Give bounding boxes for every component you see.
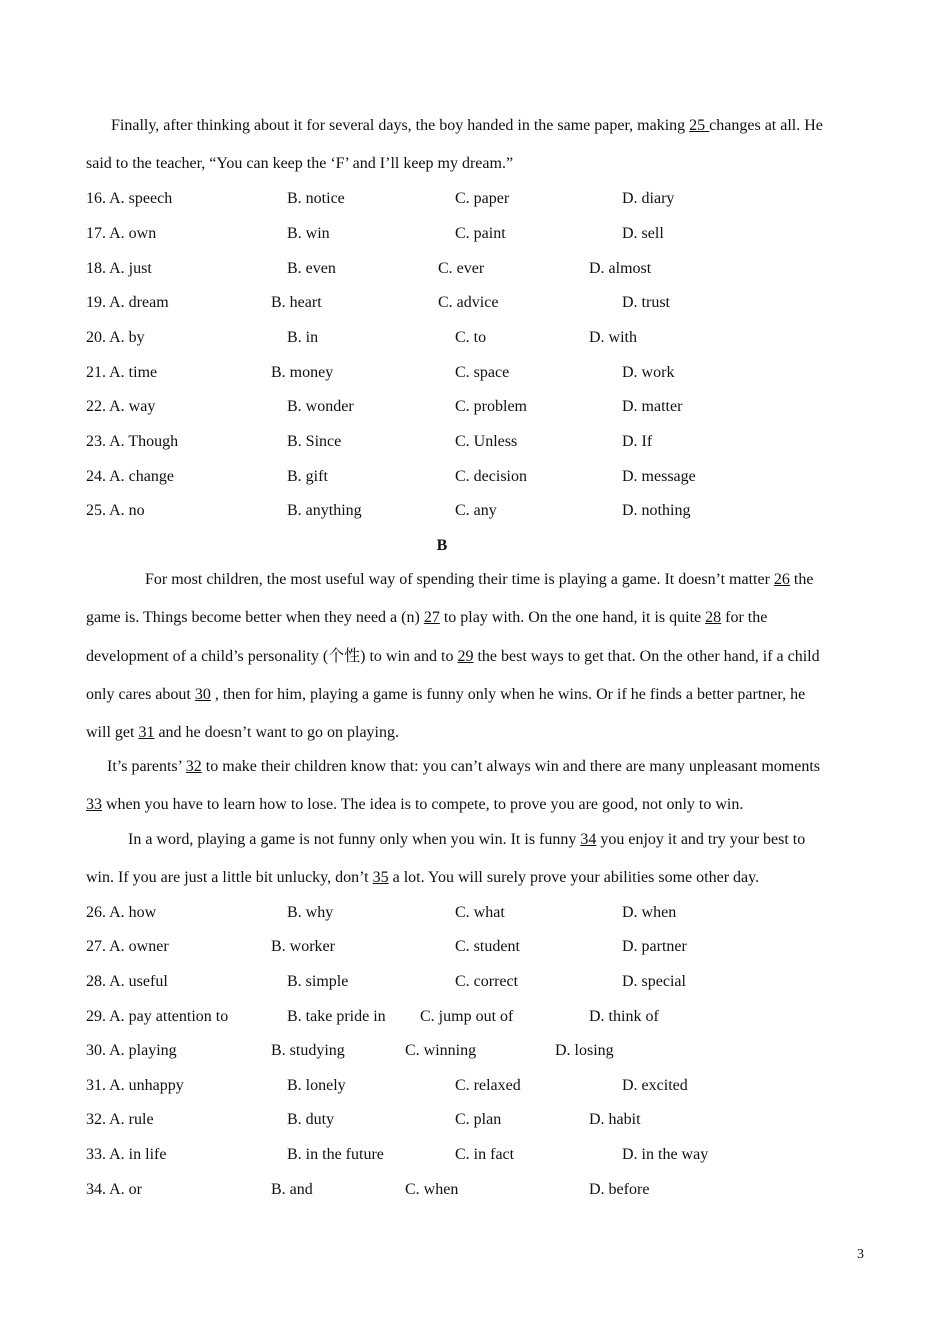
option-b: B. gift xyxy=(287,468,328,485)
option-d: D. trust xyxy=(622,294,670,311)
passage-line xyxy=(86,723,399,743)
option-d: D. before xyxy=(589,1181,650,1198)
question-30: 30. A. playing xyxy=(86,1042,177,1059)
blank-26: 26 xyxy=(773,571,790,588)
option-b: B. notice xyxy=(287,190,345,207)
blank-31: 31 xyxy=(138,724,155,741)
option-b: B. even xyxy=(287,260,336,277)
passage-text: for the xyxy=(721,609,768,626)
option-b: B. lonely xyxy=(287,1077,346,1094)
option-b: B. wonder xyxy=(287,398,354,415)
blank-30: 30 xyxy=(194,686,211,703)
option-d: D. excited xyxy=(622,1077,688,1094)
passage-line xyxy=(107,757,820,777)
option-d: D. habit xyxy=(589,1111,641,1128)
question-17: 17. A. own xyxy=(86,225,157,242)
option-b: B. money xyxy=(271,364,334,381)
section-heading: B xyxy=(436,537,448,554)
page-number: 3 xyxy=(857,1247,864,1262)
passage-line xyxy=(86,685,805,705)
passage-text: to make their children know that: you can’t always win and there are many unpleasant moments xyxy=(201,758,820,775)
blank-32: 32 xyxy=(185,758,202,775)
blank-27: 27 xyxy=(423,609,440,626)
passage-text: only cares about xyxy=(86,686,195,703)
passage-line xyxy=(86,868,759,888)
question-28: 28. A. useful xyxy=(86,973,168,990)
blank-28: 28 xyxy=(705,609,722,626)
option-b: B. duty xyxy=(287,1111,335,1128)
option-b: B. anything xyxy=(287,502,362,519)
blank-35: 35 xyxy=(372,869,389,886)
question-24: 24. A. change xyxy=(86,468,174,485)
option-c: C. winning xyxy=(405,1042,477,1059)
question-22: 22. A. way xyxy=(86,398,156,415)
question-16: 16. A. speech xyxy=(86,190,173,207)
option-d: D. with xyxy=(589,329,637,346)
option-c: C. ever xyxy=(438,260,485,277)
passage-text: It’s parents’ xyxy=(107,758,186,775)
option-c: C. decision xyxy=(455,468,527,485)
passage-text: win. If you are just a little bit unlucky, don’t xyxy=(86,869,373,886)
option-d: D. If xyxy=(622,433,653,450)
option-c: C. advice xyxy=(438,294,499,311)
blank-29: 29 xyxy=(457,648,474,665)
option-d: D. in the way xyxy=(622,1146,709,1163)
passage-text: In a word, playing a game is not funny only when you win. It is funny xyxy=(128,831,581,848)
option-d: D. message xyxy=(622,468,696,485)
option-b: B. win xyxy=(287,225,330,242)
option-b: B. and xyxy=(271,1181,313,1198)
question-31: 31. A. unhappy xyxy=(86,1077,184,1094)
passage-text: the best ways to get that. On the other hand, if a child xyxy=(473,648,820,665)
intro-line-2: said to the teacher, “You can keep the ‘F’ and I’ll keep my dream.” xyxy=(86,155,514,172)
passage-line xyxy=(86,608,767,628)
option-b: B. worker xyxy=(271,938,335,955)
passage-text: to play with. On the one hand, it is quite xyxy=(439,609,706,626)
option-c: C. student xyxy=(455,938,520,955)
question-25: 25. A. no xyxy=(86,502,145,519)
option-d: D. diary xyxy=(622,190,675,207)
option-c: C. Unless xyxy=(455,433,518,450)
question-29: 29. A. pay attention to xyxy=(86,1008,229,1025)
option-c: C. when xyxy=(405,1181,459,1198)
option-b: B. studying xyxy=(271,1042,345,1059)
question-23: 23. A. Though xyxy=(86,433,179,450)
intro-text: changes at all. He xyxy=(709,117,823,134)
passage-line xyxy=(145,570,813,590)
option-b: B. Since xyxy=(287,433,342,450)
passage-text: the xyxy=(789,571,814,588)
option-d: D. nothing xyxy=(622,502,691,519)
option-b: B. in xyxy=(287,329,319,346)
passage-text: will get xyxy=(86,724,139,741)
question-32: 32. A. rule xyxy=(86,1111,154,1128)
option-d: D. partner xyxy=(622,938,687,955)
option-d: D. when xyxy=(622,904,677,921)
question-26: 26. A. how xyxy=(86,904,157,921)
question-27: 27. A. owner xyxy=(86,938,169,955)
passage-text: game is. Things become better when they need a (n) xyxy=(86,609,424,626)
option-c: C. to xyxy=(455,329,487,346)
option-c: C. space xyxy=(455,364,510,381)
question-18: 18. A. just xyxy=(86,260,152,277)
option-c: C. jump out of xyxy=(420,1008,514,1025)
blank-33: 33 xyxy=(86,796,102,813)
passage-text: a lot. You will surely prove your abilities some other day. xyxy=(388,869,760,886)
option-d: D. special xyxy=(622,973,686,990)
passage-text: development of a child’s personality (个性) to win and to xyxy=(86,648,458,665)
option-c: C. any xyxy=(455,502,497,519)
question-20: 20. A. by xyxy=(86,329,145,346)
option-c: C. correct xyxy=(455,973,519,990)
passage-line xyxy=(86,647,820,667)
option-d: D. losing xyxy=(555,1042,614,1059)
option-c: C. plan xyxy=(455,1111,502,1128)
option-c: C. paint xyxy=(455,225,506,242)
option-b: B. why xyxy=(287,904,334,921)
intro-text: Finally, after thinking about it for several days, the boy handed in the same paper, making xyxy=(111,117,690,134)
question-33: 33. A. in life xyxy=(86,1146,167,1163)
question-34: 34. A. or xyxy=(86,1181,142,1198)
option-b: B. simple xyxy=(287,973,349,990)
option-c: C. problem xyxy=(455,398,527,415)
passage-text: you enjoy it and try your best to xyxy=(596,831,806,848)
option-c: C. in fact xyxy=(455,1146,515,1163)
option-b: B. in the future xyxy=(287,1146,384,1163)
passage-text: , then for him, playing a game is funny only when he wins. Or if he finds a better partner, he xyxy=(210,686,806,703)
intro-line-1 xyxy=(111,116,823,136)
option-d: D. work xyxy=(622,364,675,381)
option-b: B. take pride in xyxy=(287,1008,386,1025)
option-d: D. matter xyxy=(622,398,683,415)
passage-text: when you have to learn how to lose. The idea is to compete, to prove you are good, not only to win. xyxy=(102,796,744,813)
passage-text: For most children, the most useful way of spending their time is playing a game. It doesn’t matter xyxy=(145,571,774,588)
option-b: B. heart xyxy=(271,294,322,311)
option-c: C. paper xyxy=(455,190,510,207)
option-d: D. sell xyxy=(622,225,664,242)
option-d: D. almost xyxy=(589,260,652,277)
option-d: D. think of xyxy=(589,1008,659,1025)
passage-line xyxy=(86,795,743,815)
blank-25: 25 xyxy=(689,117,710,134)
passage-line xyxy=(128,830,805,850)
option-c: C. relaxed xyxy=(455,1077,521,1094)
question-19: 19. A. dream xyxy=(86,294,169,311)
question-21: 21. A. time xyxy=(86,364,158,381)
option-c: C. what xyxy=(455,904,505,921)
passage-text: and he doesn’t want to go on playing. xyxy=(154,724,399,741)
blank-34: 34 xyxy=(580,831,597,848)
